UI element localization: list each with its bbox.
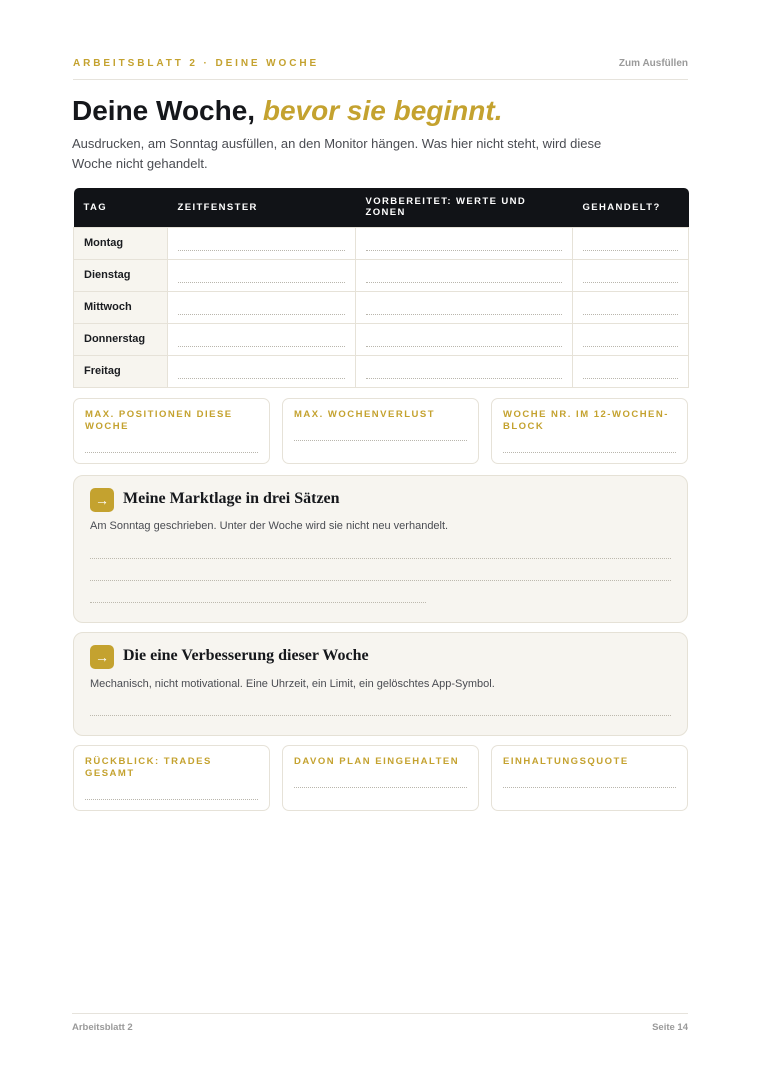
weekly-improvement-title: Die eine Verbesserung dieser Woche [123, 647, 369, 664]
compliance-rate-box[interactable] [491, 745, 688, 811]
market-situation-subtitle: Am Sonntag geschrieben. Unter der Woche wird sie nicht neu verhandelt. [90, 520, 449, 532]
day-cell: Mittwoch [74, 291, 168, 323]
column-header-prepared: VORBEREITET: WERTE UND ZONEN [356, 188, 573, 227]
timeslot-field[interactable] [168, 291, 356, 323]
plan-kept-box[interactable] [282, 745, 479, 811]
writing-line[interactable] [90, 715, 671, 716]
column-header-timeslot: ZEITFENSTER [168, 188, 356, 227]
review-total-trades-box[interactable] [73, 745, 270, 811]
arrow-right-icon: → [90, 645, 114, 669]
intro-text: Ausdrucken, am Sonntag ausfüllen, an den Monitor hängen. Was hier nicht steht, wird diese Woche nicht gehandelt. [72, 136, 602, 171]
traded-field[interactable] [573, 323, 689, 355]
writing-line[interactable] [90, 580, 671, 581]
week-number-line [503, 452, 676, 453]
weekly-improvement-card [73, 632, 688, 736]
title-main: Deine Woche, [72, 95, 256, 126]
prepared-field[interactable] [356, 355, 573, 387]
column-header-traded: GEHANDELT? [573, 188, 689, 227]
review-total-trades-label: RÜCKBLICK: TRADES GESAMT [85, 756, 212, 779]
prepared-field[interactable] [356, 291, 573, 323]
column-header-day: TAG [74, 188, 168, 227]
prepared-field[interactable] [356, 227, 573, 259]
day-cell: Donnerstag [74, 323, 168, 355]
traded-field[interactable] [573, 227, 689, 259]
page-title [72, 95, 502, 127]
timeslot-field[interactable] [168, 355, 356, 387]
table-row [74, 259, 689, 291]
traded-field[interactable] [573, 259, 689, 291]
week-table [73, 188, 689, 388]
writing-line[interactable] [90, 558, 671, 559]
review-total-trades-line [85, 799, 258, 800]
page-header [73, 57, 688, 80]
day-cell: Dienstag [74, 259, 168, 291]
day-cell: Montag [74, 227, 168, 259]
max-weekly-loss-line [294, 440, 467, 441]
weekly-improvement-subtitle: Mechanisch, nicht motivational. Eine Uhrzeit, ein Limit, ein gelöschtes App-Symbol. [90, 678, 495, 690]
page-number: Seite 14 [652, 1022, 688, 1033]
compliance-rate-label: EINHALTUNGSQUOTE [503, 756, 629, 767]
fill-in-note: Zum Ausfüllen [618, 58, 688, 69]
compliance-rate-line [503, 787, 676, 788]
timeslot-field[interactable] [168, 323, 356, 355]
title-accent: bevor sie beginnt. [262, 95, 503, 126]
timeslot-field[interactable] [168, 227, 356, 259]
timeslot-field[interactable] [168, 259, 356, 291]
worksheet-eyebrow: ARBEITSBLATT 2 · DEINE WOCHE [73, 58, 320, 69]
table-header-row [74, 188, 689, 227]
table-row [74, 323, 689, 355]
table-row [74, 227, 689, 259]
page-footer [72, 1013, 688, 1033]
plan-kept-label: DAVON PLAN EINGEHALTEN [294, 756, 460, 767]
max-positions-box[interactable] [73, 398, 270, 464]
prepared-field[interactable] [356, 323, 573, 355]
prepared-field[interactable] [356, 259, 573, 291]
max-weekly-loss-label: MAX. WOCHENVERLUST [294, 409, 435, 420]
writing-line[interactable] [90, 602, 426, 603]
market-situation-title: Meine Marktlage in drei Sätzen [123, 490, 340, 507]
footer-worksheet-name: Arbeitsblatt 2 [72, 1022, 133, 1033]
max-weekly-loss-box[interactable] [282, 398, 479, 464]
traded-field[interactable] [573, 355, 689, 387]
day-cell: Freitag [74, 355, 168, 387]
week-number-box[interactable] [491, 398, 688, 464]
table-row [74, 355, 689, 387]
max-positions-label: MAX. POSITIONEN DIESE WOCHE [85, 409, 233, 432]
table-row [74, 291, 689, 323]
traded-field[interactable] [573, 291, 689, 323]
max-positions-line [85, 452, 258, 453]
week-number-label: WOCHE NR. IM 12-WOCHEN-BLOCK [503, 409, 669, 432]
plan-kept-line [294, 787, 467, 788]
market-situation-card [73, 475, 688, 623]
arrow-right-icon: → [90, 488, 114, 512]
